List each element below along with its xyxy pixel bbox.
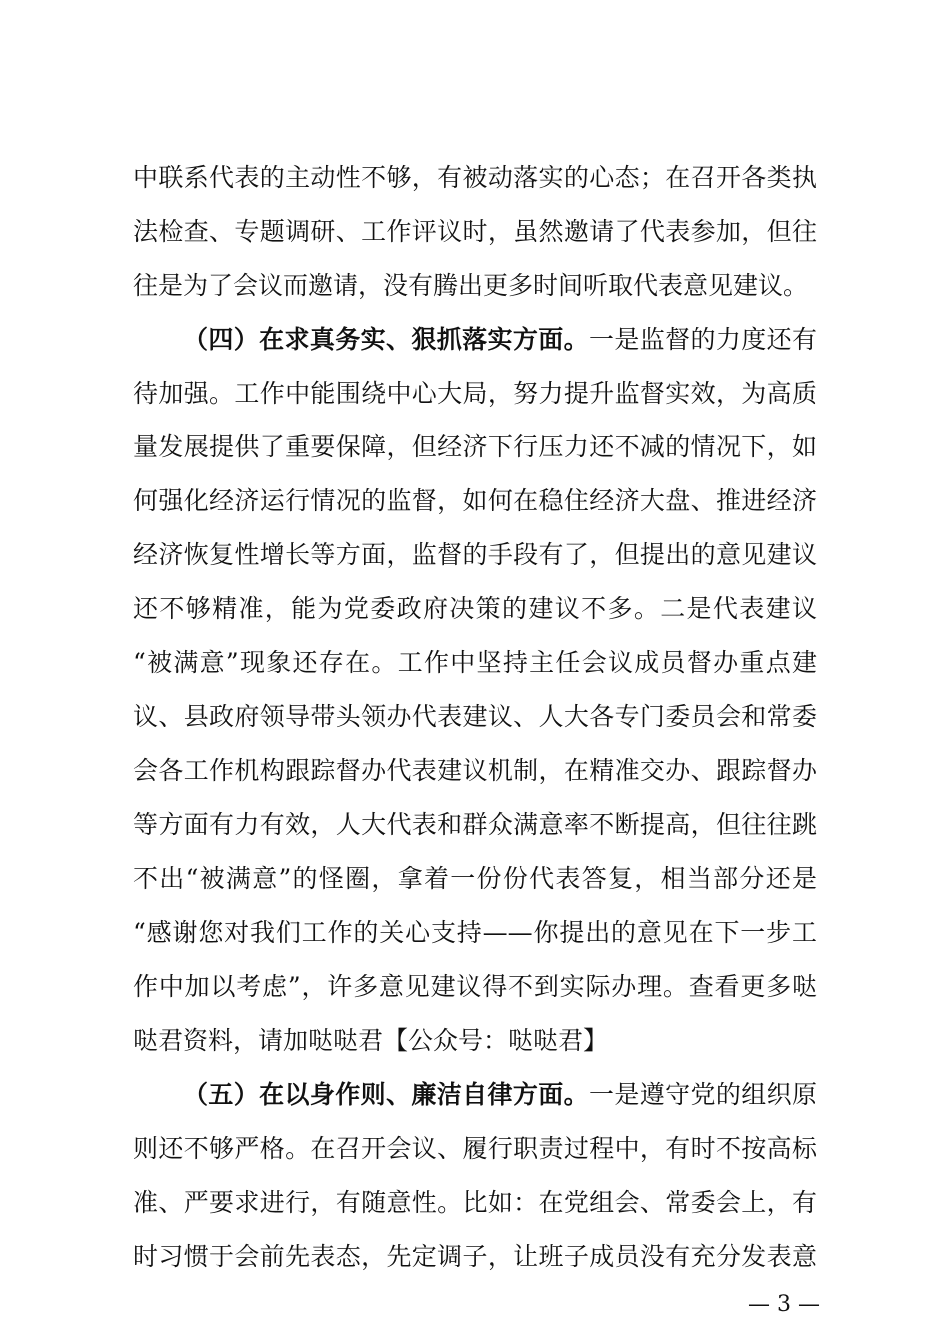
body-line: 准、严要求进行，有随意性。比如：在党组会、常委会上，有 [133, 1188, 817, 1217]
body-line: 作中加以考虑”，许多意见建议得不到实际办理。查看更多哒 [133, 972, 817, 1001]
body-line: 则还不够严格。在召开会议、履行职责过程中，有时不按高标 [133, 1134, 817, 1163]
body-line: 经济恢复性增长等方面，监督的手段有了，但提出的意见建议 [133, 540, 817, 569]
body-line: 中联系代表的主动性不够，有被动落实的心态；在召开各类执 [133, 163, 817, 192]
section-5-first-line [183, 1069, 817, 1121]
section-4-heading: （四）在求真务实、狠抓落实方面。 [183, 325, 589, 354]
body-line: 不出“被满意”的怪圈，拿着一份份代表答复，相当部分还是 [133, 864, 817, 893]
body-line: 何强化经济运行情况的监督，如何在稳住经济大盘、推进经济 [133, 486, 817, 515]
body-line: 量发展提供了重要保障，但经济下行压力还不减的情况下，如 [133, 432, 817, 461]
body-line: 法检查、专题调研、工作评议时，虽然邀请了代表参加，但往 [133, 217, 817, 246]
body-line: 哒君资料，请加哒哒君【公众号：哒哒君】 [133, 1026, 609, 1055]
body-line: 待加强。工作中能围绕中心大局，努力提升监督实效，为高质 [133, 379, 817, 408]
page-number: — 3 — [748, 1292, 820, 1317]
body-line: “感谢您对我们工作的关心支持——你提出的意见在下一步工 [133, 918, 817, 947]
section-5-first-text: 一是遵守党的组织原 [588, 1080, 817, 1109]
body-line: 还不够精准，能为党委政府决策的建议不多。二是代表建议 [133, 594, 817, 623]
body-line: 议、县政府领导带头领办代表建议、人大各专门委员会和常委 [133, 702, 817, 731]
section-4-first-text: 一是监督的力度还有 [588, 325, 817, 354]
section-5-heading: （五）在以身作则、廉洁自律方面。 [183, 1080, 589, 1109]
body-line: 会各工作机构跟踪督办代表建议机制，在精准交办、跟踪督办 [133, 756, 817, 785]
section-4-first-line [183, 314, 817, 366]
body-line: 等方面有力有效，人大代表和群众满意率不断提高，但往往跳 [133, 810, 817, 839]
body-line: “被满意”现象还存在。工作中坚持主任会议成员督办重点建 [133, 648, 817, 677]
body-line: 时习惯于会前先表态，先定调子，让班子成员没有充分发表意 [133, 1242, 817, 1271]
body-line: 往是为了会议而邀请，没有腾出更多时间听取代表意见建议。 [133, 271, 809, 300]
